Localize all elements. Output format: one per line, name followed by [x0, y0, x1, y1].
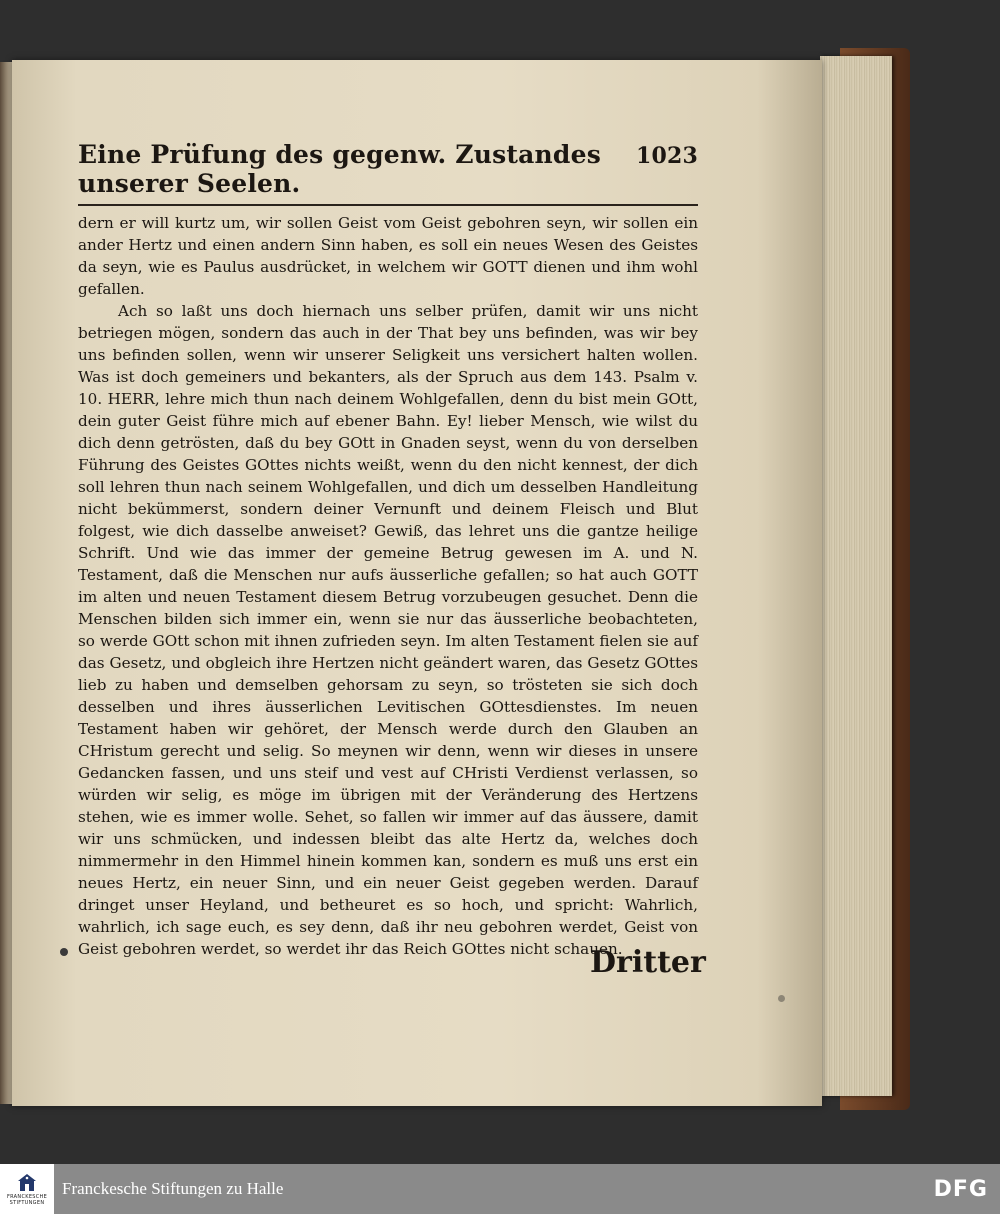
paragraph-2: Ach so laßt uns doch hiernach uns selber prüfen, damit wir uns nicht betriegen mögen, sondern das auch in der That bey uns befinden, was wir bey uns befinden sollen, wenn wir unserer Seligkeit uns versichert halten wollen. Was ist doch gemeiners und bekanters, als der Spruch aus dem 143. Psalm v. 10. HERR, lehre mich thun nach deinem Wohlgefallen, denn du bist mein GOtt, dein guter Geist führe mich auf ebener Bahn. Ey! lieber Mensch, wie wilst du dich denn getrösten, daß du bey GOtt in Gnaden seyst, wenn du von derselben Führung des Geistes GOttes nichts weißt, wenn du den nicht kennest, der dich soll lehren thun nach seinem Wohlgefallen, und dich um desselben Handleitung nicht bekümmerst, sondern deiner Vernunft und deinem Fleisch und Blut folgest, wie dich dasselbe anweiset? Gewiß, das lehret uns die gantze heilige Schrift. Und wie das immer der gemeine Betrug gewesen im A. und N. Testament, daß die Menschen nur aufs äusserliche gefallen; so hat auch GOTT im alten und neuen Testament diesem Betrug vorzubeugen gesuchet. Denn die Menschen bilden sich immer ein, wenn sie nur das äusserliche beobachteten, so werde GOtt schon mit ihnen zufrieden seyn. Im alten Testament fielen sie auf das Gesetz, und obgleich ihre Hertzen nicht geändert waren, das Gesetz GOttes lieb zu haben und demselben gehorsam zu seyn, so trösteten sie sich doch desselben und ihres äusserlichen Levitischen GOttesdienstes. Im neuen Testament haben wir gehöret, der Mensch werde durch den Glauben an CHristum gerecht und selig. So meynen wir denn, wenn wir dieses in unsere Gedancken fassen, und uns steif und vest auf CHristi Verdienst verlassen, so würden wir selig, es möge im übrigen mit der Veränderung des Hertzens stehen, wie es immer wolle. Sehet, so fallen wir immer auf das äussere, damit wir uns schmücken, und indessen bleibt das alte Hertz da, welches doch nimmermehr in den Himmel hinein kommen kan, sondern es muß uns erst ein neues Hertz, ein neuer Sinn, und ein neuer Geist gegeben werden. Darauf dringet unser Heyland, und betheuret es so hoch, und spricht: Wahrlich, wahrlich, ich sage euch, es sey denn, daß ihr neu gebohren werdet, Geist von Geist gebohren werdet, so werdet ihr das Reich GOttes nicht schauen.: [78, 302, 698, 958]
paper-hole: [60, 948, 68, 956]
institution-name[interactable]: Franckesche Stiftungen zu Halle: [62, 1179, 284, 1198]
paper-spot: [778, 995, 785, 1002]
page-stack: [820, 56, 892, 1096]
running-title: Eine Prüfung des gegenw. Zustandes unserer Seelen.: [78, 140, 601, 198]
page-text-block: [78, 140, 698, 960]
logo-text: [7, 1194, 47, 1206]
page-number: 1023: [635, 143, 698, 169]
dfg-logo[interactable]: DFG: [933, 1176, 988, 1202]
orphanage-building-icon: [16, 1172, 38, 1194]
footer-bar: [0, 1164, 1000, 1214]
logo-text-line2: STIFTUNGEN: [9, 1200, 45, 1206]
logo-text-line1: FRANCKESCHE: [6, 1194, 48, 1200]
paragraph-1: dern er will kurtz um, wir sollen Geist vom Geist gebohren seyn, wir sollen ein ander Hertz und einen andern Sinn haben, es soll ein neues Wesen des Geistes da seyn, wie es Paulus ausdrücket, in welchem wir GOTT dienen und ihm wohl gefallen.: [78, 214, 698, 298]
catchword: Dritter: [590, 945, 706, 980]
running-header: [78, 140, 698, 206]
institution-logo[interactable]: [0, 1164, 54, 1214]
